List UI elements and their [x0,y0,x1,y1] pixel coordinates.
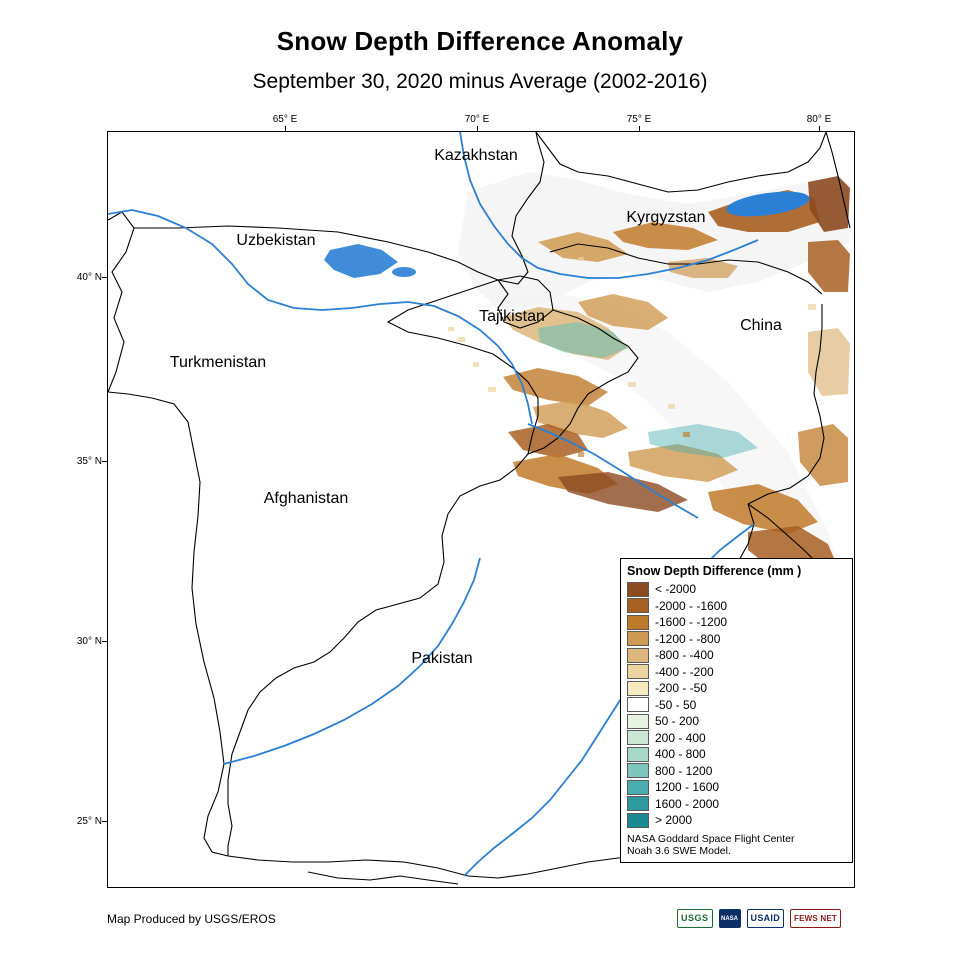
legend-label: 50 - 200 [655,714,700,729]
lat-tick-label-2: 30° N [76,636,102,647]
page-title: Snow Depth Difference Anomaly [276,26,684,56]
country-label-uzbekistan: Uzbekistan [236,232,316,249]
legend-swatch [627,813,649,828]
legend-swatch [627,796,649,811]
legend-label: 400 - 800 [655,747,706,762]
legend-swatch [627,582,649,597]
legend-label: -200 - -50 [655,681,708,696]
lat-tick-label-3: 25° N [76,816,102,827]
legend-credit [627,833,846,857]
legend-label: 1200 - 1600 [655,780,720,795]
legend-item [627,763,846,780]
legend-item [627,581,846,598]
legend-swatch [627,780,649,795]
country-label-kazakhstan: Kazakhstan [434,147,518,164]
legend-label: < -2000 [655,582,697,597]
legend-panel [620,558,853,863]
legend-label: -1200 - -800 [655,631,721,646]
fews-net-logo: FEWS NET [790,909,841,928]
legend-credit-line-1: NASA Goddard Space Flight Center [627,832,795,845]
legend-swatch [627,697,649,712]
legend-label: -50 - 50 [655,697,697,712]
legend-swatch [627,714,649,729]
legend-item [627,680,846,697]
legend-credit-line-2: Noah 3.6 SWE Model. [627,844,731,857]
legend-item [627,697,846,714]
legend-label: -2000 - -1600 [655,598,728,613]
legend-swatch [627,648,649,663]
legend-swatch [627,664,649,679]
country-label-afghanistan: Afghanistan [263,490,349,507]
legend-item [627,614,846,631]
legend-item [627,598,846,615]
nasa-logo: NASA [719,909,741,928]
legend-swatch [627,615,649,630]
legend-label: 800 - 1200 [655,763,713,778]
logo-strip [677,909,841,928]
legend-swatch [627,730,649,745]
lon-tick-label-2: 75° E [626,114,652,125]
legend-swatch [627,681,649,696]
legend-item [627,779,846,796]
page-subtitle: September 30, 2020 minus Average (2002-2016) [252,70,708,93]
lon-tick-label-1: 70° E [464,114,490,125]
map-producer-credit: Map Produced by USGS/EROS [107,912,276,926]
country-label-turkmenistan: Turkmenistan [169,354,267,371]
legend-item [627,746,846,763]
legend-swatch [627,631,649,646]
legend-swatch [627,763,649,778]
legend-item [627,631,846,648]
legend-label: 1600 - 2000 [655,796,720,811]
country-label-kyrgyzstan: Kyrgyzstan [626,209,706,226]
lon-tick-label-3: 80° E [806,114,832,125]
legend-title: Snow Depth Difference (mm ) [627,564,802,578]
lat-tick-label-0: 40° N [76,272,102,283]
legend-item [627,796,846,813]
country-label-tajikistan: Tajikistan [479,308,545,325]
usgs-logo: USGS [677,909,713,928]
legend-label: > 2000 [655,813,693,828]
legend-swatch [627,747,649,762]
legend-label: 200 - 400 [655,730,706,745]
legend-label: -800 - -400 [655,648,714,663]
country-label-pakistan: Pakistan [411,650,473,667]
legend-label: -400 - -200 [655,664,714,679]
legend-item [627,647,846,664]
usaid-logo: USAID [747,909,785,928]
lat-tick-label-1: 35° N [76,456,102,467]
legend-item [627,812,846,829]
legend-label: -1600 - -1200 [655,615,728,630]
legend-item [627,664,846,681]
country-label-china: China [740,317,782,334]
lake-aral-remnant [324,244,398,278]
legend-item [627,730,846,747]
lon-tick-label-0: 65° E [272,114,298,125]
legend-item [627,713,846,730]
legend-swatch [627,598,649,613]
